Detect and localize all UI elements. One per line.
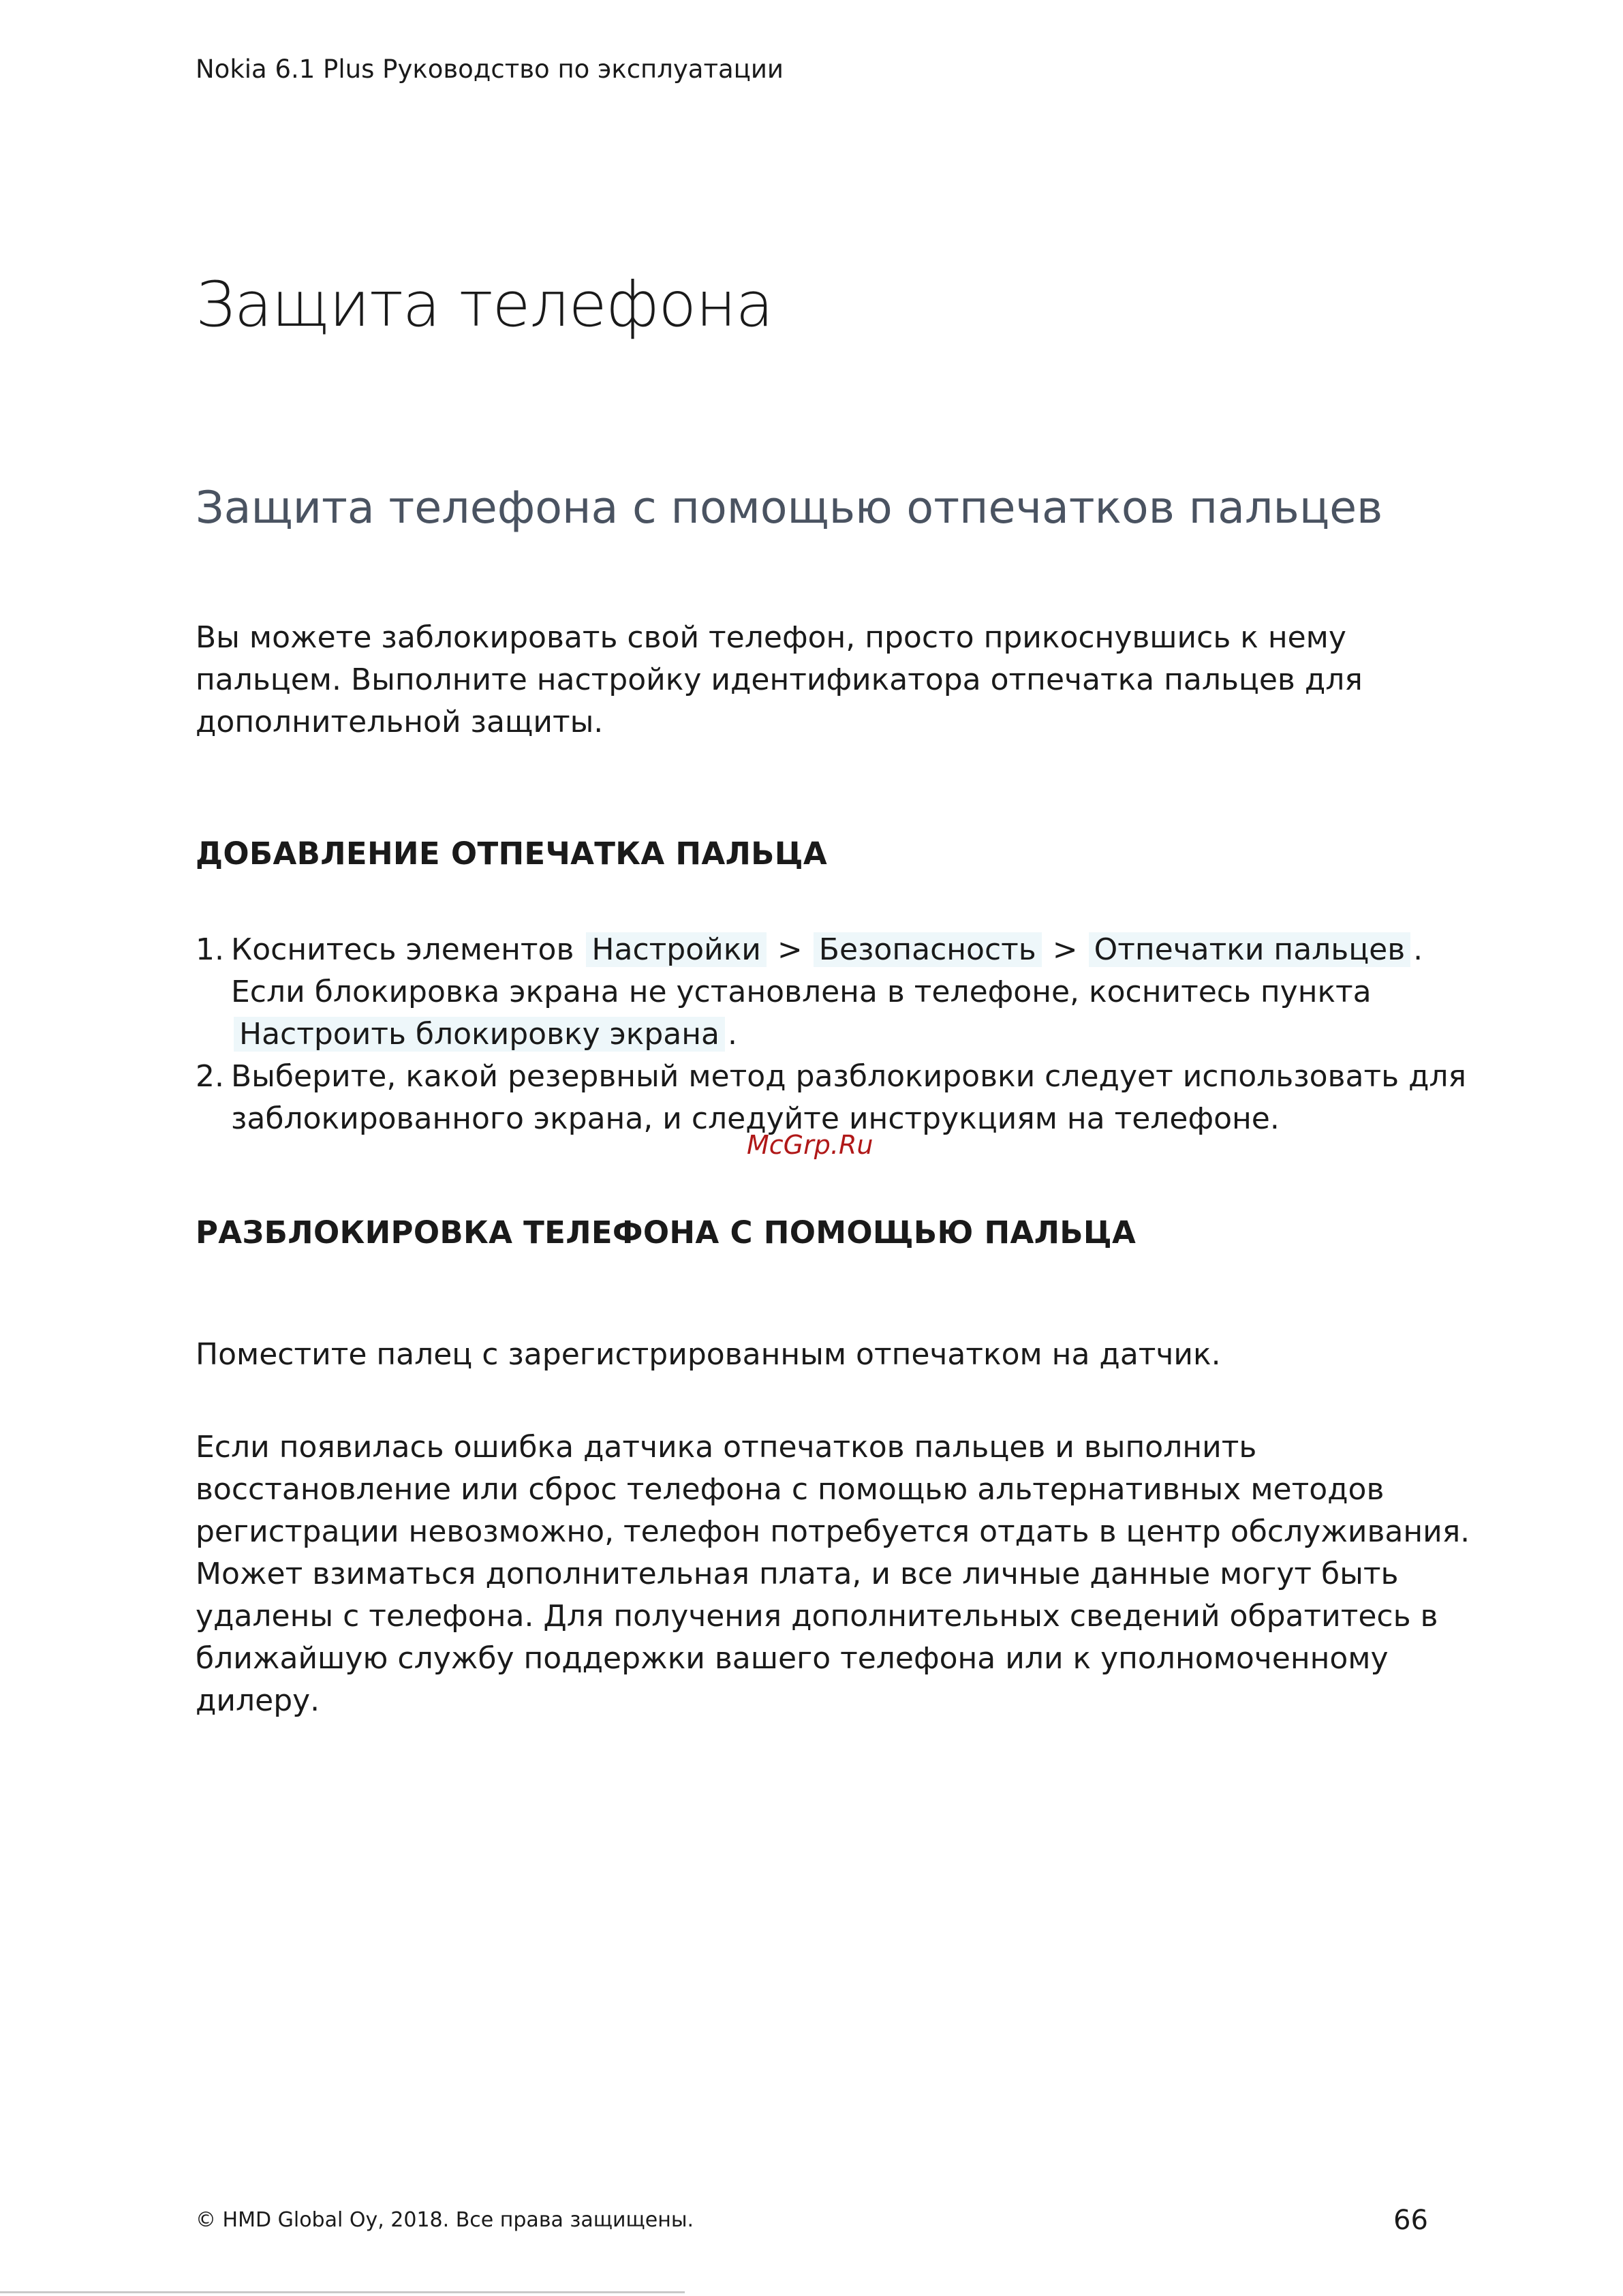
add-fingerprint-heading: ДОБАВЛЕНИЕ ОТПЕЧАТКА ПАЛЬЦА: [196, 836, 827, 872]
step-number: 1.: [196, 932, 224, 967]
list-item: [196, 1056, 1490, 1140]
ui-label-set-screen-lock: Настроить блокировку экрана: [234, 1017, 725, 1052]
step-text: Выберите, какой резервный метод разблокировки следует использовать для заблокированного экрана, и следуйте инструкциям на телефоне.: [231, 1059, 1467, 1136]
section-subtitle: Защита телефона с помощью отпечатков пальцев: [196, 483, 1383, 534]
intro-paragraph: Вы можете заблокировать свой телефон, просто прикоснувшись к нему пальцем. Выполните настройку идентификатора отпечатка пальцев для дополнительной защиты.: [196, 620, 1363, 739]
page-number: 66: [1393, 2205, 1428, 2236]
watermark: McGrp.Ru: [747, 1130, 874, 1160]
page-title: Защита телефона: [196, 269, 773, 341]
step-number: 2.: [196, 1059, 224, 1094]
path-separator: >: [1052, 932, 1078, 967]
step-text: . Если блокировка экрана не установлена в телефоне, коснитесь пункта: [231, 932, 1423, 1009]
footer-copyright: © HMD Global Oy, 2018. Все права защищены.: [196, 2208, 694, 2232]
unlock-paragraph-2: Если появилась ошибка датчика отпечатков пальцев и выполнить восстановление или сброс телефона с помощью альтернативных методов регистрации невозможно, телефон потребуется отдать в центр обслуживания. Может взиматься дополнительная плата, и все личные данные могут быть удалены с телефона. Для получения дополнительных сведений обратитесь в ближайшую службу поддержки вашего телефона или к уполномоченному дилеру.: [196, 1430, 1470, 1718]
path-separator: >: [777, 932, 803, 967]
unlock-fingerprint-heading: РАЗБЛОКИРОВКА ТЕЛЕФОНА С ПОМОЩЬЮ ПАЛЬЦА: [196, 1214, 1137, 1251]
add-fingerprint-steps: [196, 929, 1490, 1140]
ui-label-security: Безопасность: [814, 932, 1042, 967]
ui-label-fingerprints: Отпечатки пальцев: [1089, 932, 1411, 967]
step-text: .: [727, 1017, 737, 1052]
list-item: [196, 929, 1490, 1056]
step-text: Коснитесь элементов: [231, 932, 574, 967]
bottom-divider: [0, 2291, 685, 2293]
page-header: Nokia 6.1 Plus Руководство по эксплуатации: [196, 55, 784, 84]
unlock-paragraph-1: Поместите палец с зарегистрированным отпечатком на датчик.: [196, 1337, 1221, 1372]
ui-label-settings: Настройки: [586, 932, 767, 967]
